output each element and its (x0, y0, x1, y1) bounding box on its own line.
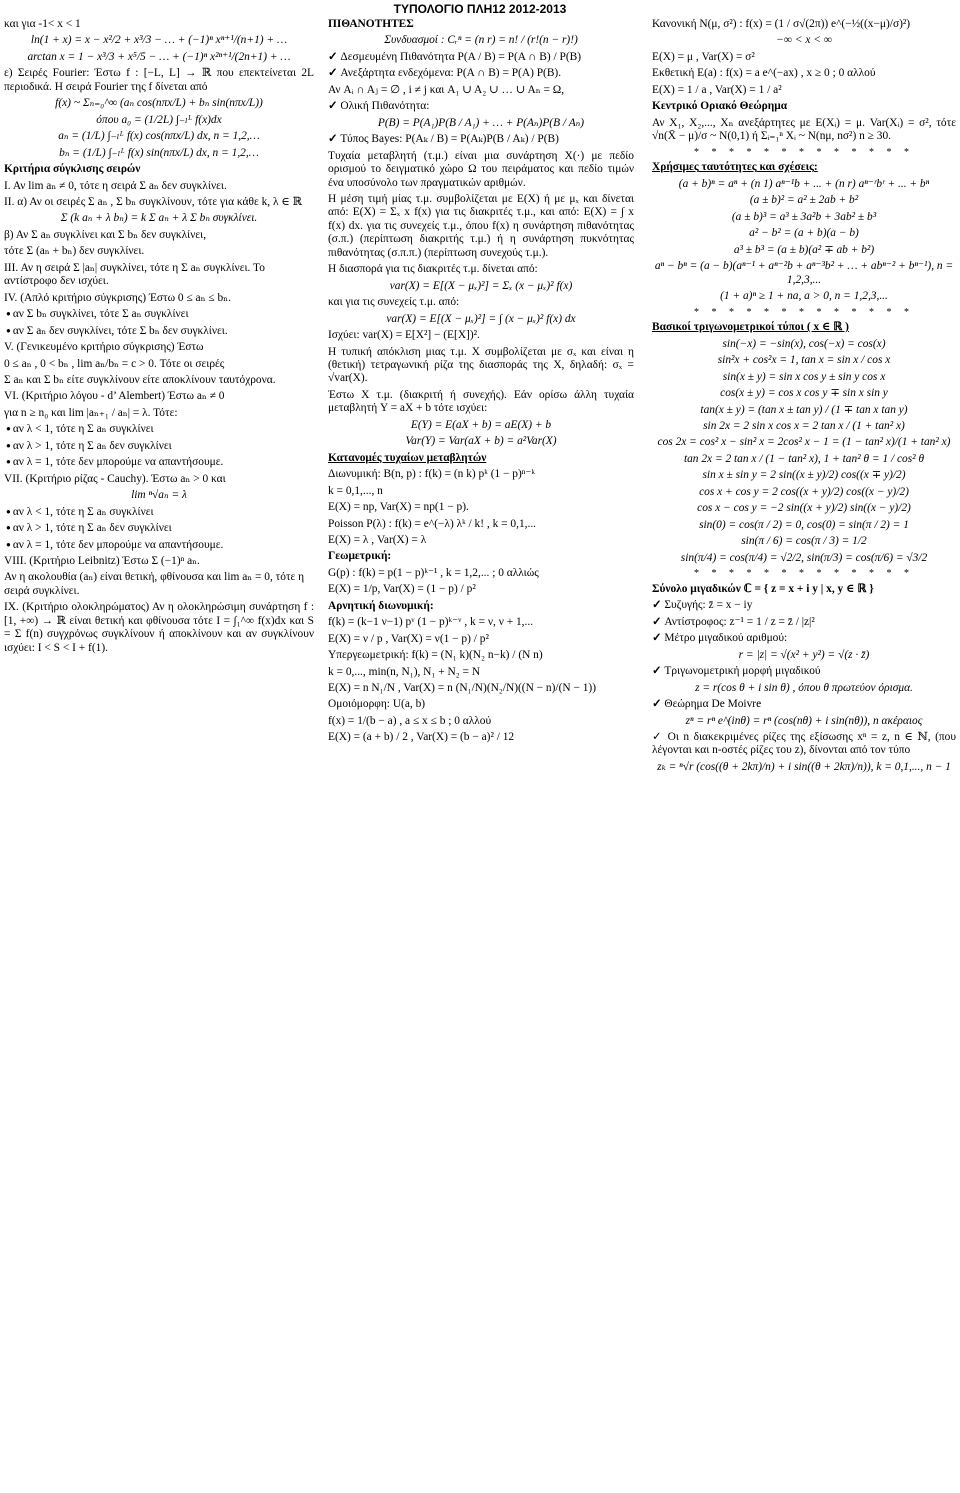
bullet-item: ● αν λ > 1, τότε η Σ aₙ δεν συγκλίνει (4, 522, 314, 535)
middle-column (328, 18, 634, 1486)
text-line: E(X) = ν / p , Var(X) = ν(1 − p) / p² (328, 632, 489, 645)
paragraph: ✓ Οι n διακεκριμένες ρίζες της εξίσωσης xⁿ = z, n ∈ ℕ, (που λέγονται και n-οστές ρίζες του z), δίνονται από τον τύπο (652, 730, 956, 757)
section-heading: Κατανομές τυχαίων μεταβλητών (328, 451, 487, 464)
text-line: Ι. Αν lim aₙ ≠ 0, τότε η σειρά Σ aₙ δεν συγκλίνει. (4, 179, 227, 192)
formula: lim ⁿ√aₙ = λ (131, 489, 187, 502)
formula: sin(π/4) = cos(π/4) = √2/2, sin(π/3) = cos(π/6) = √3/2 (680, 551, 928, 564)
paragraph: Αν X₁, X₂,..., Xₙ ανεξάρτητες με E(Xᵢ) = μ. Var(Xᵢ) = σ², τότε √n(X̄ − μ)/σ ~ N(0,1) ή Σᵢ₌₁ⁿ Xᵢ ~ N(nμ, nσ²) n ≥ 30. (652, 116, 956, 143)
section-heading: Αρνητική διωνυμική: (328, 599, 434, 612)
text-line: Η διασπορά για τις διακριτές τ.μ. δίνεται από: (328, 263, 538, 276)
text-line: E(X) = 1 / a , Var(X) = 1 / a² (652, 83, 782, 96)
formula: (a ± b)³ = a³ ± 3a²b + 3ab² ± b³ (731, 210, 877, 223)
text-line: f(x) = 1/(b − a) , a ≤ x ≤ b ; 0 αλλού (328, 714, 492, 727)
separator: * * * * * * * * * * * * * (694, 306, 914, 318)
formula: a³ ± b³ = (a ± b)(a² ∓ ab + b²) (733, 243, 875, 256)
section-heading: ΠΙΘΑΝΟΤΗΤΕΣ (328, 18, 414, 30)
text-line: Ομοιόμορφη: U(a, b) (328, 698, 426, 711)
formula: cos(x ± y) = cos x cos y ∓ sin x sin y (720, 387, 888, 400)
formula: var(X) = E[(X − μₓ)²] = ∫ (x − μₓ)² f(x) dx (386, 312, 576, 325)
text-line: E(X) = μ , Var(X) = σ² (652, 50, 755, 63)
text-line: k = 0,1,..., n (328, 484, 383, 497)
text-line: VIII. (Κριτήριο Leibnitz) Έστω Σ (−1)ⁿ aₙ. (4, 554, 200, 567)
section-heading: Κριτήρια σύγκλισης σειρών (4, 163, 141, 176)
paragraph: ΙΧ. (Κριτήριο ολοκληρώματος) Αν η ολοκληρώσιμη συνάρτηση f : [1, +∞) → ℝ είναι θετική και φθίνουσα τότε I = ∫₁^∞ f(x)dx και S = Σ f(n) συγχρόνως συγκλίνουν ή αποκλίνουν και αν συγκλίνουν ισχύει: I < S < I + f(1). (4, 601, 314, 654)
paragraph: Έστω X τ.μ. (διακριτή ή συνεχής). Εάν ορίσω άλλη τυχαία μεταβλητή Y = aX + b τότε ισχύει: (328, 388, 634, 415)
left-column (4, 18, 314, 1486)
text-line: β) Αν Σ aₙ συγκλίνει και Σ bₙ δεν συγκλίνει, (4, 228, 207, 241)
formula: cos x − cos y = −2 sin((x + y)/2) sin((x − y)/2) (697, 502, 911, 515)
formula: Συνδυασμοί : Cᵣⁿ = (n r) = n! / (r!(n − r)!) (384, 34, 578, 47)
text-line: E(X) = np, Var(X) = np(1 − p). (328, 501, 469, 514)
text-line: E(X) = n N₁/N , Var(X) = n (N₁/N)(N₂/N)((N − n)/(N − 1)) (328, 682, 596, 695)
bullet-item: ● αν Σ bₙ συγκλίνει, τότε Σ aₙ συγκλίνει (4, 308, 314, 321)
text-line: Κανονική N(μ, σ²) : f(x) = (1 / σ√(2π)) e^(−½((x−μ)/σ)²) (652, 18, 911, 30)
formula: P(B) = P(A₁)P(B / A₁) + … + P(Aₙ)P(B / Aₙ) (377, 116, 585, 129)
formula: ln(1 + x) = x − x²/2 + x³/3 − … + (−1)ⁿ xⁿ⁺¹/(n+1) + … (30, 34, 288, 47)
formula: tan(x ± y) = (tan x ± tan y) / (1 ∓ tan x tan y) (700, 403, 908, 416)
text-line: Αν Aᵢ ∩ Aⱼ = ∅ , i ≠ j και A₁ ∪ A₂ ∪ … ∪ Aₙ = Ω, (328, 83, 565, 96)
bullet-item: ● αν λ < 1, τότε η Σ aₙ συγκλίνει (4, 423, 314, 436)
paragraph: Τυχαία μεταβλητή (τ.μ.) είναι μια συνάρτηση X(·) με πεδίο ορισμού το δειγματικό χώρο Ω του πειράματος και πεδίο τιμών ένα υποσύνολο των πραγματικών αριθμών. (328, 149, 634, 189)
bullet-item: ● αν λ = 1, τότε δεν μπορούμε να απαντήσουμε. (4, 456, 314, 469)
formula: όπου a₀ = (1/2L) ∫₋ₗᴸ f(x)dx (96, 113, 222, 126)
formula: Var(Y) = Var(aX + b) = a²Var(X) (405, 435, 557, 448)
checklist-item: ✓ Μέτρο μιγαδικού αριθμού: (652, 632, 956, 645)
page-header: ΤΥΠΟΛΟΓΙΟ ΠΛΗ12 2012-2013 (393, 2, 567, 16)
formula: aⁿ − bⁿ = (a − b)(aⁿ⁻¹ + aⁿ⁻²b + aⁿ⁻³b² + … + abⁿ⁻² + bⁿ⁻¹), n = 1,2,3,... (654, 260, 954, 286)
text-line: 0 ≤ aₙ , 0 < bₙ , lim aₙ/bₙ = c > 0. Τότε οι σειρές (4, 357, 225, 370)
checklist-item: ✓ Αντίστροφος: z⁻¹ = 1 / z = z̄ / |z|² (652, 616, 956, 629)
section-heading: Κεντρικό Οριακό Θεώρημα (652, 100, 788, 113)
formula: sin(π / 6) = cos(π / 3) = 1/2 (741, 535, 867, 548)
text-line: E(X) = 1/p, Var(X) = (1 − p) / p² (328, 583, 476, 596)
formula: E(Y) = E(aX + b) = aE(X) + b (410, 418, 552, 431)
bullet-item: ● αν λ = 1, τότε δεν μπορούμε να απαντήσουμε. (4, 539, 314, 552)
formula: a² − b² = (a + b)(a − b) (749, 227, 859, 240)
text-line: ΙΙ. α) Αν οι σειρές Σ aₙ , Σ bₙ συγκλίνουν, τότε για κάθε k, λ ∈ ℝ (4, 195, 303, 208)
section-heading: Σύνολο μιγαδικών ℂ = { z = x + i y | x, y ∈ ℝ } (652, 582, 874, 595)
text-line: Εκθετική E(a) : f(x) = a e^(−ax) , x ≥ 0 ; 0 αλλού (652, 67, 876, 80)
bullet-item: ● αν λ > 1, τότε η Σ aₙ δεν συγκλίνει (4, 440, 314, 453)
formula: cos 2x = cos² x − sin² x = 2cos² x − 1 = (1 − tan² x)/(1 + tan² x) (657, 436, 951, 449)
text-line: Ισχύει: var(X) = E[X²] − (E[X])². (328, 329, 480, 342)
checklist-item: ✓ Συζυγής: z̄ = x − iy (652, 599, 956, 612)
text-line: Υπεργεωμετρική: f(k) = (N₁ k)(N₂ n−k) / (N n) (328, 649, 543, 662)
formula: var(X) = E[(X − μₓ)²] = Σₓ (x − μₓ)² f(x) (389, 279, 573, 292)
checklist-item: ✓ Δεσμευμένη Πιθανότητα P(A / B) = P(A ∩ B) / P(B) (328, 51, 634, 64)
text-line: k = 0,..., min(n, N₁), N₁ + N₂ = N (328, 665, 481, 678)
checklist-item: ✓ Τύπος Bayes: P(Aₖ / B) = P(Aₖ)P(B / Aₖ) / P(B) (328, 133, 634, 146)
section-heading: Γεωμετρική: (328, 550, 392, 563)
text-line: και για τις συνεχείς τ.μ. από: (328, 296, 460, 309)
text-line: Αν η ακολουθία (aₙ) είναι θετική, φθίνουσα και lim aₙ = 0, τότε η σειρά συγκλίνει. (4, 571, 305, 597)
bullet-item: ● αν Σ aₙ δεν συγκλίνει, τότε Σ bₙ δεν συγκλίνει. (4, 325, 314, 338)
text-line: VI. (Κριτήριο λόγου - d’ Alembert) Έστω aₙ ≠ 0 (4, 390, 225, 403)
text-line: ΙΙΙ. Αν η σειρά Σ |aₙ| συγκλίνει, τότε η Σ aₙ συγκλίνει. Το αντίστροφο δεν ισχύει. (4, 261, 265, 288)
text-line: για n ≥ n₀ και lim |aₙ₊₁ / aₙ| = λ. Τότε: (4, 406, 178, 419)
checklist-item: ✓ Τριγωνομετρική μορφή μιγαδικού (652, 665, 956, 678)
formula: bₙ = (1/L) ∫₋ₗᴸ f(x) sin(nπx/L) dx, n = 1,2,… (59, 146, 259, 159)
formula: zⁿ = rⁿ e^(inθ) = rⁿ (cos(nθ) + i sin(nθ)), n ακέραιος (685, 714, 923, 727)
formula: (a + b)ⁿ = aⁿ + (n 1) aⁿ⁻¹b + ... + (n r) aⁿ⁻ʳbʳ + ... + bⁿ (678, 177, 930, 190)
formula: −∞ < x < ∞ (776, 34, 832, 47)
formula: f(x) ~ Σₙ₌₀^∞ (aₙ cos(nπx/L) + bₙ sin(nπx/L)) (55, 97, 263, 110)
formula: sin²x + cos²x = 1, tan x = sin x / cos x (717, 354, 891, 367)
formula: r = |z| = √(x² + y²) = √(z · z̄) (738, 648, 870, 661)
text-line: G(p) : f(k) = p(1 − p)ᵏ⁻¹ , k = 1,2,... ; 0 αλλιώς (328, 566, 539, 579)
formula: zₖ = ⁿ√r (cos((θ + 2kπ)/n) + i sin((θ + 2kπ)/n)), k = 0,1,..., n − 1 (657, 760, 951, 773)
paragraph: Η τυπική απόκλιση μιας τ.μ. X συμβολίζεται με σₓ και είναι η (θετική) τετραγωνική ρίζα της διασποράς της X, δηλαδή: σₓ = √var(X). (328, 345, 634, 385)
separator: * * * * * * * * * * * * * (694, 568, 914, 580)
section-heading: Βασικοί τριγωνομετρικοί τύποι ( x ∈ ℝ ) (652, 321, 849, 334)
formula: sin(x ± y) = sin x cos y ± sin y cos x (722, 370, 886, 383)
paragraph: Η μέση τιμή μίας τ.μ. συμβολίζεται με E(X) ή με μₓ και δίνεται από: E(X) = Σₓ x f(x) για τις διακριτές τ.μ., και από: E(X) = ∫ x f(x) dx. για τις συνεχείς τ.μ., όπου f(x) η συνάρτηση πιθανότητας (σ.π.) (περίπτωση διακριτής τ.μ.) ή η συνάρτηση πυκνότητας πιθανότητας (σ.π.π.) (περίπτωση συνεχούς τ.μ.). (328, 192, 634, 259)
formula: sin(−x) = −sin(x), cos(−x) = cos(x) (722, 337, 886, 350)
formula: tan 2x = 2 tan x / (1 − tan² x), 1 + tan² θ = 1 / cos² θ (683, 452, 925, 465)
text-line: Poisson P(λ) : f(k) = e^(−λ) λᵏ / k! , k = 0,1,... (328, 517, 537, 530)
text-line: τότε Σ (aₙ + bₙ) δεν συγκλίνει. (4, 245, 145, 258)
formula: z = r(cos θ + i sin θ) , όπου θ πρωτεύον όρισμα. (695, 681, 913, 694)
right-column (652, 18, 956, 1486)
text-line: Σ aₙ και Σ bₙ είτε συγκλίνουν είτε αποκλίνουν ταυτόχρονα. (4, 373, 276, 386)
formula: (a ± b)² = a² ± 2ab + b² (749, 194, 859, 207)
paragraph: ε) Σειρές Fourier: Έστω f : [−L, L] → ℝ που επεκτείνεται 2L περιοδικά. Η σειρά Fourier της f δίνεται από (4, 67, 314, 93)
text-line: V. (Γενικευμένο κριτήριο σύγκρισης) Έστω (4, 341, 204, 354)
text-line: VII. (Κριτήριο ρίζας - Cauchy). Έστω aₙ > 0 και (4, 472, 226, 485)
formula: arctan x = 1 − x³/3 + x⁵/5 − … + (−1)ⁿ x²ⁿ⁺¹/(2n+1) + … (27, 50, 291, 63)
text-line: Διωνυμική: B(n, p) : f(k) = (n k) pᵏ (1 − p)ⁿ⁻ᵏ (328, 468, 535, 481)
bullet-item: ● αν λ < 1, τότε η Σ aₙ συγκλίνει (4, 506, 314, 519)
checklist-item: ✓ Ολική Πιθανότητα: (328, 100, 634, 113)
text-line: f(k) = (k−1 ν−1) pᵛ (1 − p)ᵏ⁻ᵛ , k = ν, ν + 1,... (328, 616, 534, 629)
text-line: E(X) = λ , Var(X) = λ (328, 533, 427, 546)
formula: (1 + a)ⁿ ≥ 1 + na, a > 0, n = 1,2,3,... (720, 290, 888, 303)
formula: cos x + cos y = 2 cos((x + y)/2) cos((x − y)/2) (699, 485, 909, 498)
formula: sin 2x = 2 sin x cos x = 2 tan x / (1 + tan² x) (703, 420, 905, 433)
formula: aₙ = (1/L) ∫₋ₗᴸ f(x) cos(nπx/L) dx, n = 1,2,… (58, 130, 260, 143)
formula: sin x ± sin y = 2 sin((x ± y)/2) cos((x ∓ y)/2) (702, 469, 906, 482)
text-line: ΙV. (Απλό κριτήριο σύγκρισης) Έστω 0 ≤ aₙ ≤ bₙ. (4, 291, 231, 304)
formula: Σ (k aₙ + λ bₙ) = k Σ aₙ + λ Σ bₙ συγκλίνει. (60, 212, 258, 225)
text-line: E(X) = (a + b) / 2 , Var(X) = (b − a)² / 12 (328, 731, 515, 744)
separator: * * * * * * * * * * * * * (694, 146, 914, 158)
section-heading: Χρήσιμες ταυτότητες και σχέσεις: (652, 161, 818, 174)
checklist-item: ✓ Ανεξάρτητα ενδεχόμενα: P(A ∩ B) = P(A) P(B). (328, 67, 634, 80)
formula: sin(0) = cos(π / 2) = 0, cos(0) = sin(π / 2) = 1 (699, 518, 909, 531)
checklist-item: ✓ Θεώρημα De Moivre (652, 698, 956, 711)
text-line: και για -1< x < 1 (4, 18, 81, 30)
